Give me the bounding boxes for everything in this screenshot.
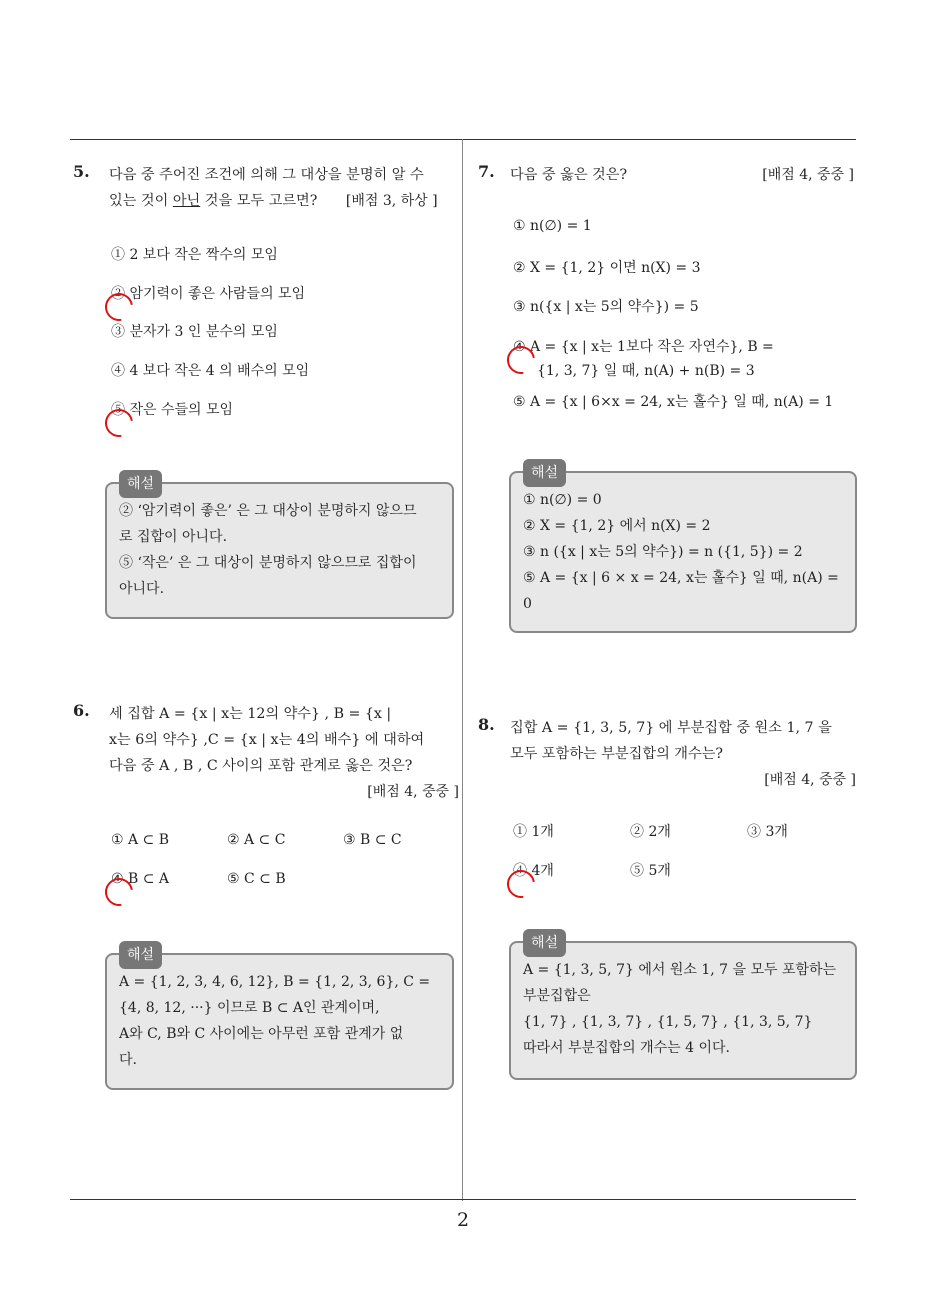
question-text: 다음 중 옳은 것은? [배점 4, 중중 ] [510, 162, 854, 188]
q7-option-3[interactable]: ③ n({x | x는 5의 약수}) = 5 [513, 299, 699, 315]
q7-solution-box: 해설 ① n(∅) = 0 ② X = {1, 2} 에서 n(X) = 2 ③ n ({x | x는 5의 약수}) = n ({1, 5}) = 2 ⑤ A = {x | 6 × x = 24, x는 홀수} 일 때, n(A) = 0 [509, 471, 857, 633]
question-text: 세 집합 A = {x | x는 12의 약수} , B = {x | x는 6의 약수} ,C = {x | x는 4의 배수} 에 대하여 다음 중 A , B , C 사이의 포함 관계로 옳은 것은? [배점 4, 중중 ] [109, 701, 459, 805]
question-number: 5. [73, 162, 90, 181]
q8-option-3[interactable]: ③ 3개 [747, 824, 788, 840]
solution-tag: 해설 [523, 929, 566, 957]
q6-solution-box: 해설 A = {1, 2, 3, 4, 6, 12}, B = {1, 2, 3, 6}, C = {4, 8, 12, ···} 이므로 B ⊂ A인 관계이며, A와 C, B와 C 사이에는 아무런 포함 관계가 없 다. [105, 953, 454, 1090]
page-number: 2 [456, 1209, 470, 1231]
q8-option-2[interactable]: ② 2개 [630, 824, 671, 840]
bottom-rule [70, 1199, 856, 1200]
score-meta: [배점 4, 중중 ] [762, 167, 854, 183]
q5-option-3[interactable]: ③ 분자가 3 인 분수의 모임 [111, 324, 278, 340]
top-rule [70, 139, 856, 140]
question-number: 7. [478, 162, 495, 181]
q7-option-1[interactable]: ① n(∅) = 1 [513, 218, 592, 234]
question-text: 집합 A = {1, 3, 5, 7} 에 부분집합 중 원소 1, 7 을 모두 포함하는 부분집합의 개수는? [배점 4, 중중 ] [510, 715, 856, 793]
q5-option-4[interactable]: ④ 4 보다 작은 4 의 배수의 모임 [111, 363, 310, 379]
question-text: 다음 중 주어진 조건에 의해 그 대상을 분명히 알 수 있는 것이 아닌 것을 모두 고르면? [배점 3, 하상 ] [109, 167, 438, 209]
q6-option-5[interactable]: ⑤ C ⊂ B [227, 871, 286, 887]
q5-option-1[interactable]: ① 2 보다 작은 짝수의 모임 [111, 247, 278, 263]
q6-option-2[interactable]: ② A ⊂ C [227, 832, 286, 848]
q8-solution-box: 해설 A = {1, 3, 5, 7} 에서 원소 1, 7 을 모두 포함하는 부분집합은 {1, 7} , {1, 3, 7} , {1, 5, 7} , {1, 3, 5, 7} 따라서 부분집합의 개수는 4 이다. [509, 941, 857, 1080]
q6-option-1[interactable]: ① A ⊂ B [111, 832, 170, 848]
score-meta: [배점 4, 중중 ] [764, 772, 856, 788]
question-number: 6. [73, 701, 90, 720]
q8-option-1[interactable]: ① 1개 [513, 824, 554, 840]
q5-option-2[interactable]: ② 암기력이 좋은 사람들의 모임 [111, 283, 305, 303]
column-divider [462, 139, 463, 1201]
solution-tag: 해설 [119, 941, 162, 969]
q7-option-5[interactable]: ⑤ A = {x | 6×x = 24, x는 홀수} 일 때, n(A) = 1 [513, 394, 834, 410]
q8-option-4[interactable]: ④ 4개 [513, 860, 554, 880]
score-meta: [배점 3, 하상 ] [345, 193, 438, 209]
score-meta: [배점 4, 중중 ] [367, 784, 459, 800]
q6-option-4[interactable]: ④ B ⊂ A [111, 871, 169, 887]
q8-option-5[interactable]: ⑤ 5개 [630, 863, 671, 879]
q6-option-3[interactable]: ③ B ⊂ C [343, 832, 402, 848]
solution-tag: 해설 [119, 470, 162, 498]
q7-option-4[interactable]: ④ A = {x | x는 1보다 작은 자연수}, B = {1, 3, 7} 일 때, n(A) + n(B) = 3 [513, 335, 774, 383]
q7-option-2[interactable]: ② X = {1, 2} 이면 n(X) = 3 [513, 260, 701, 276]
q5-solution-box: 해설 ② ‘암기력이 좋은’ 은 그 대상이 분명하지 않으므 로 집합이 아니다. ⑤ ‘작은’ 은 그 대상이 분명하지 않으므로 집합이 아니다. [105, 482, 454, 619]
solution-tag: 해설 [523, 459, 566, 487]
q5-option-5[interactable]: ⑤ 작은 수들의 모임 [111, 399, 233, 419]
question-number: 8. [478, 715, 495, 734]
